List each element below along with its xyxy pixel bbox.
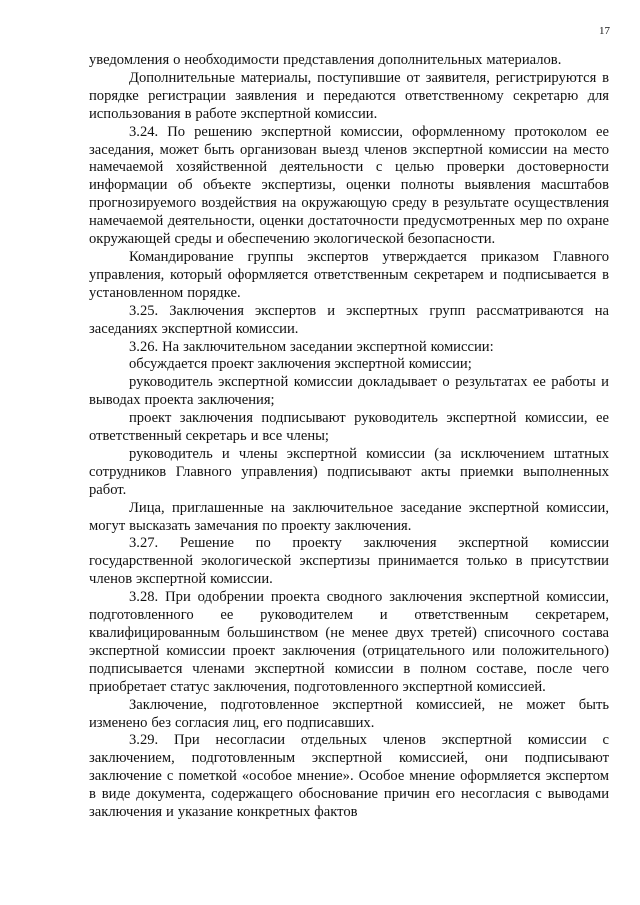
list-item: руководитель экспертной комиссии докладывает о результатах ее работы и выводах проекта заключения; — [89, 374, 609, 409]
document-body — [89, 52, 609, 822]
paragraph: Дополнительные материалы, поступившие от заявителя, регистрируются в порядке регистрации заявления и передаются ответственному секретарю для использования в работе экспертной комиссии. — [89, 69, 609, 122]
list-item: проект заключения подписывают руководитель экспертной комиссии, ее ответственный секретарь и все члены; — [89, 410, 609, 445]
paragraph-3-28: 3.28. При одобрении проекта сводного заключения экспертной комиссии, подготовленного ее руководителем и ответственным секретарем, квалифицированным большинством (не менее двух третей) списочного состава экспертной комиссии проект заключения (отрицательного или положительного) подписывается членами экспертной комиссии в полном составе, после чего приобретает статус заключения, подготовленного экспертной комиссией. — [89, 589, 609, 695]
paragraph-3-26: 3.26. На заключительном заседании экспертной комиссии: — [129, 338, 494, 355]
paragraph: Лица, приглашенные на заключительное заседание экспертной комиссии, могут высказать замечания по проекту заключения. — [89, 499, 609, 534]
list-item: руководитель и члены экспертной комиссии (за исключением штатных сотрудников Главного управления) подписывают акты приемки выполненных работ. — [89, 445, 609, 498]
paragraph-3-27: 3.27. Решение по проекту заключения экспертной комиссии государственной экологической экспертизы принимается только в присутствии членов экспертной комиссии. — [89, 535, 609, 588]
paragraph: Командирование группы экспертов утверждается приказом Главного управления, который оформляется ответственным секретарем и подписывается в установленном порядке. — [89, 248, 609, 301]
paragraph: Заключение, подготовленное экспертной комиссией, не может быть изменено без согласия лиц, его подписавших. — [89, 696, 609, 731]
paragraph-3-24: 3.24. По решению экспертной комиссии, оформленному протоколом ее заседания, может быть организован выезд членов экспертной комиссии на место намечаемой хозяйственной деятельности с целью проверки достоверности информации об объекте экспертизы, оценки полноты выявления масштабов прогнозируемого воздействия на окружающую среду в результате осуществления намечаемой деятельности, оценки достаточности предусмотренных мер по охране окружающей среды и обеспечению экологической безопасности. — [89, 123, 609, 248]
paragraph-3-29: 3.29. При несогласии отдельных членов экспертной комиссии с заключением, подготовленным экспертной комиссией, они подписывают заключение с пометкой «особое мнение». Особое мнение оформляется экспертом в виде документа, содержащего обоснование причин его несогласия с выводами заключения и указание конкретных фактов — [89, 732, 609, 821]
page-number: 17 — [599, 25, 610, 37]
paragraph-continuation: уведомления о необходимости представления дополнительных материалов. — [89, 52, 562, 68]
list-item: обсуждается проект заключения экспертной комиссии; — [129, 356, 472, 373]
paragraph-3-25: 3.25. Заключения экспертов и экспертных групп рассматриваются на заседаниях экспертной комиссии. — [89, 302, 609, 337]
